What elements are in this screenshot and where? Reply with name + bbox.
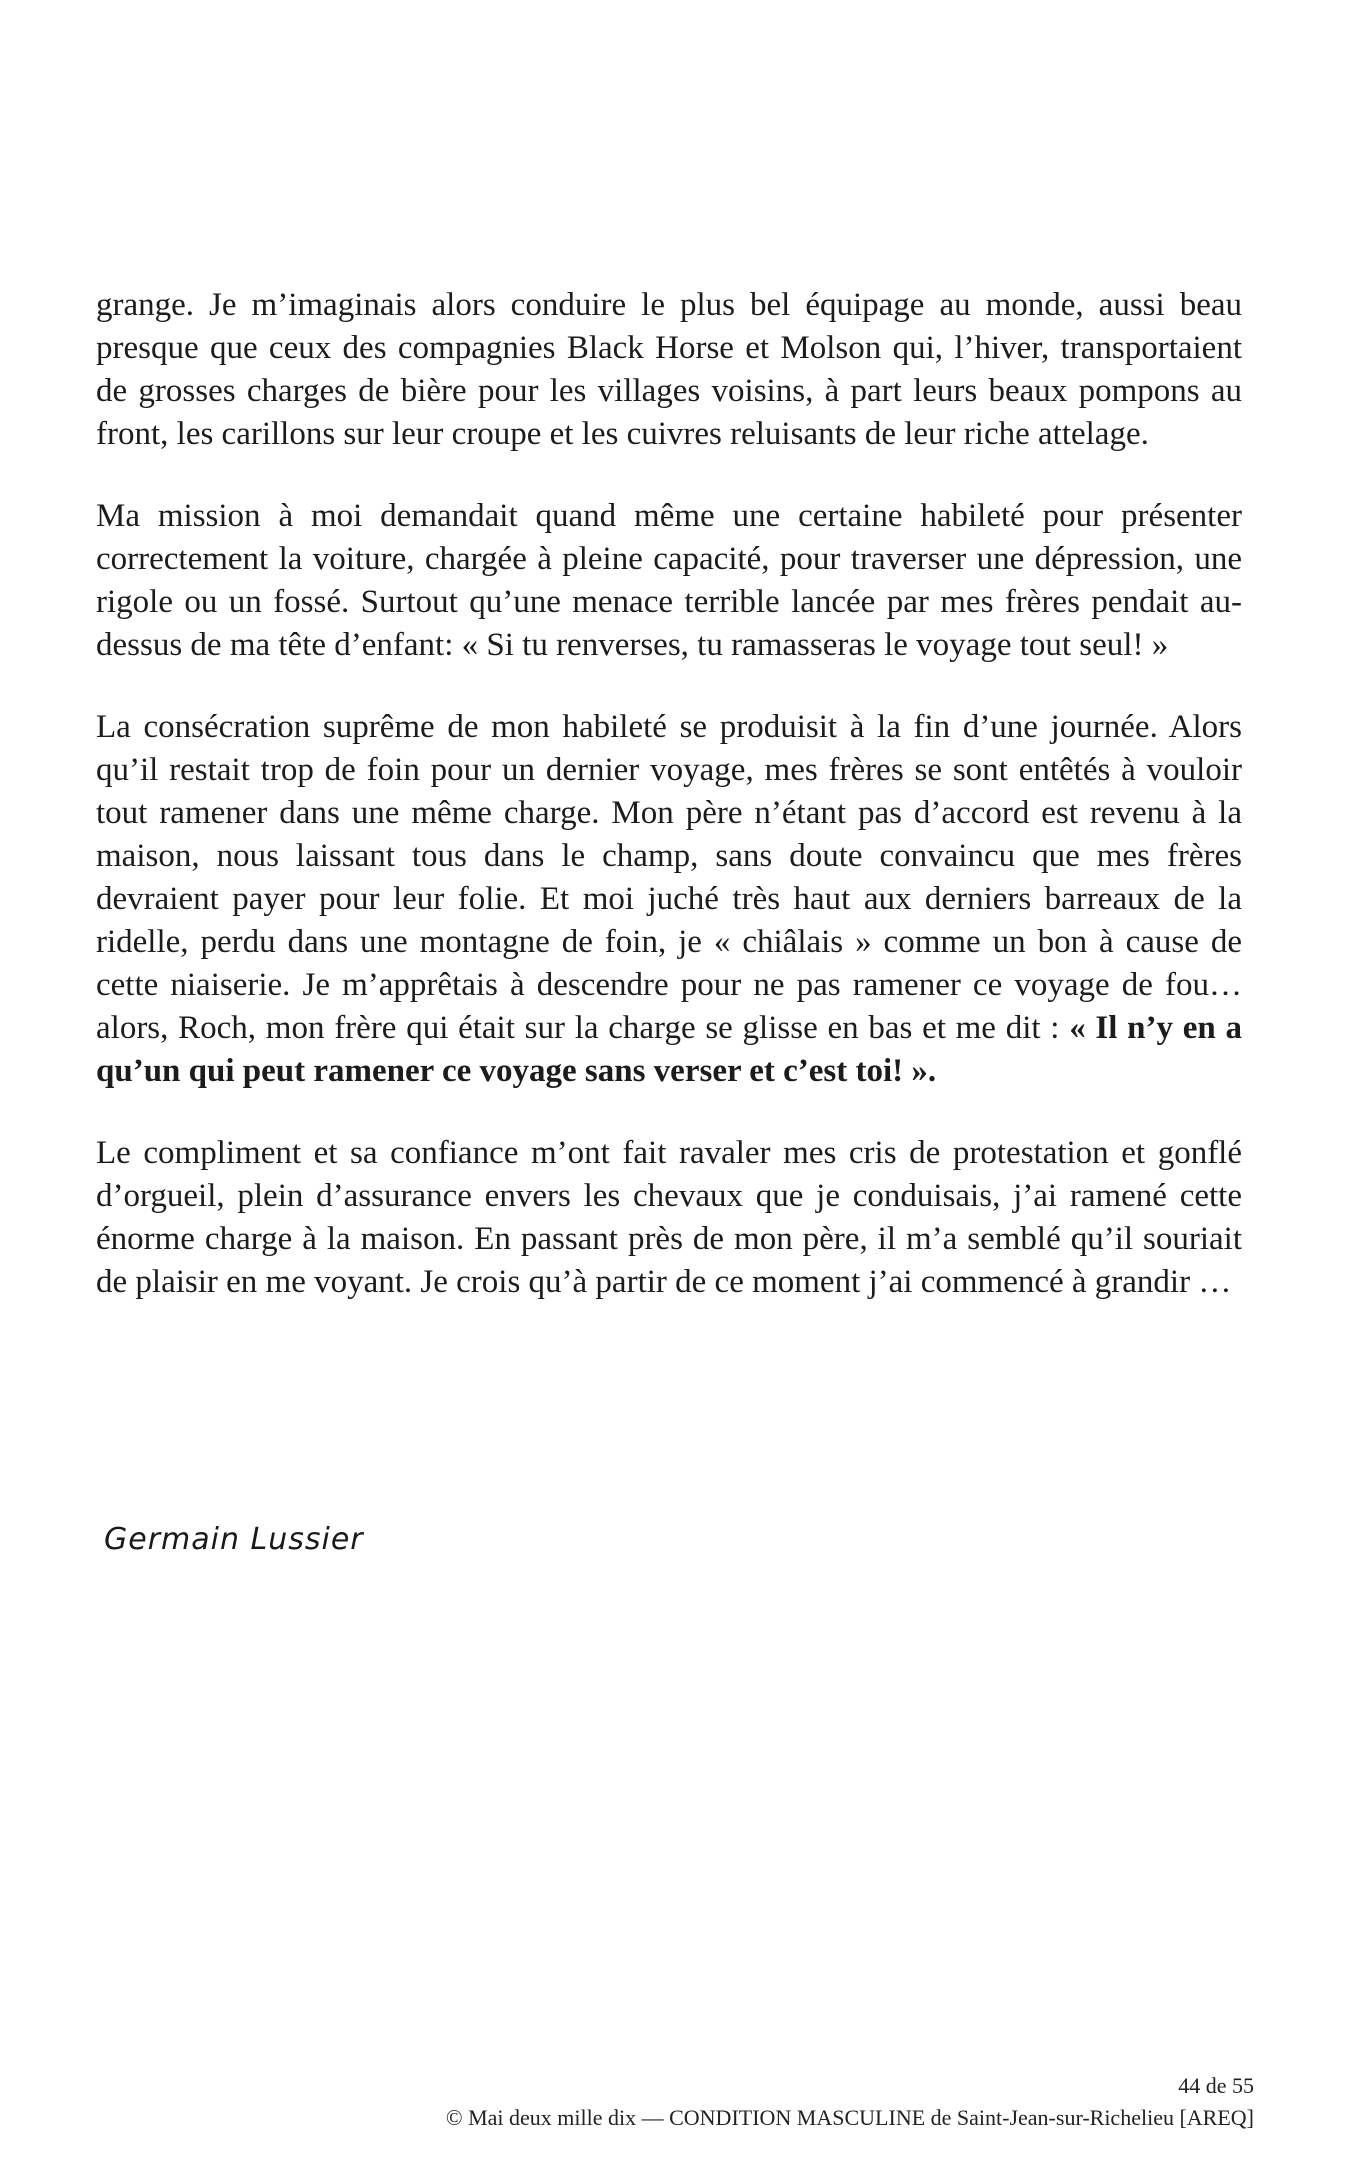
paragraph-3-text: La consécration suprême de mon habileté se produisit à la fin d’une journée. Alors qu’il restait trop de foin pour un dernier voyage, mes frères se sont entêtés à vouloir tout ramener dans une même charge. Mon père n’étant pas d’accord est revenu à la maison, nous laissant tous dans le champ, sans doute convaincu que mes frères devraient payer pour leur folie. Et moi juché très haut aux derniers barreaux de la ridelle, perdu dans une montagne de foin, je « chiâlais » comme un bon à cause de cette niaiserie. Je m’apprêtais à descendre pour ne pas ramener ce voyage de fou… alors, Roch, mon frère qui était sur la charge se glisse en bas et me dit : (96, 709, 1242, 1046)
paragraph-2 (96, 495, 1242, 667)
paragraph-1 (96, 284, 1242, 456)
paragraph-3 (96, 706, 1242, 1093)
page-footer (446, 2070, 1254, 2134)
paragraph-1-text: grange. Je m’imaginais alors conduire le plus bel équipage au monde, aussi beau presque que ceux des compagnies Black Horse et Molson qui, l’hiver, transportaient de grosses charges de bière pour les villages voisins, à part leurs beaux pompons au front, les carillons sur leur croupe et les cuivres reluisants de leur riche attelage. (96, 287, 1242, 452)
body-text (96, 284, 1242, 1343)
paragraph-3-bold-quote: « Il n’y en a qu’un qui peut ramener ce voyage sans verser et c’est toi! ». (96, 1010, 1242, 1089)
handwritten-signature: Germain Lussier (104, 1522, 364, 1557)
paragraph-4 (96, 1132, 1242, 1304)
page-number: 44 de 55 (1178, 2073, 1254, 2098)
footer-credit: © Mai deux mille dix — CONDITION MASCULINE de Saint-Jean-sur-Richelieu [AREQ] (445, 2105, 1254, 2130)
paragraph-2-text: Ma mission à moi demandait quand même une certaine habileté pour présenter correctement la voiture, chargée à pleine capacité, pour traverser une dépression, une rigole ou un fossé. Surtout qu’une menace terrible lancée par mes frères pendait au-dessus de ma tête d’enfant: « Si tu renverses, tu ramasseras le voyage tout seul! » (96, 498, 1242, 663)
paragraph-4-text: Le compliment et sa confiance m’ont fait ravaler mes cris de protestation et gonflé d’orgueil, plein d’assurance envers les chevaux que je conduisais, j’ai ramené cette énorme charge à la maison. En passant près de mon père, il m’a semblé qu’il souriait de plaisir en me voyant. Je crois qu’à partir de ce moment j’ai commencé à grandir … (96, 1135, 1242, 1300)
